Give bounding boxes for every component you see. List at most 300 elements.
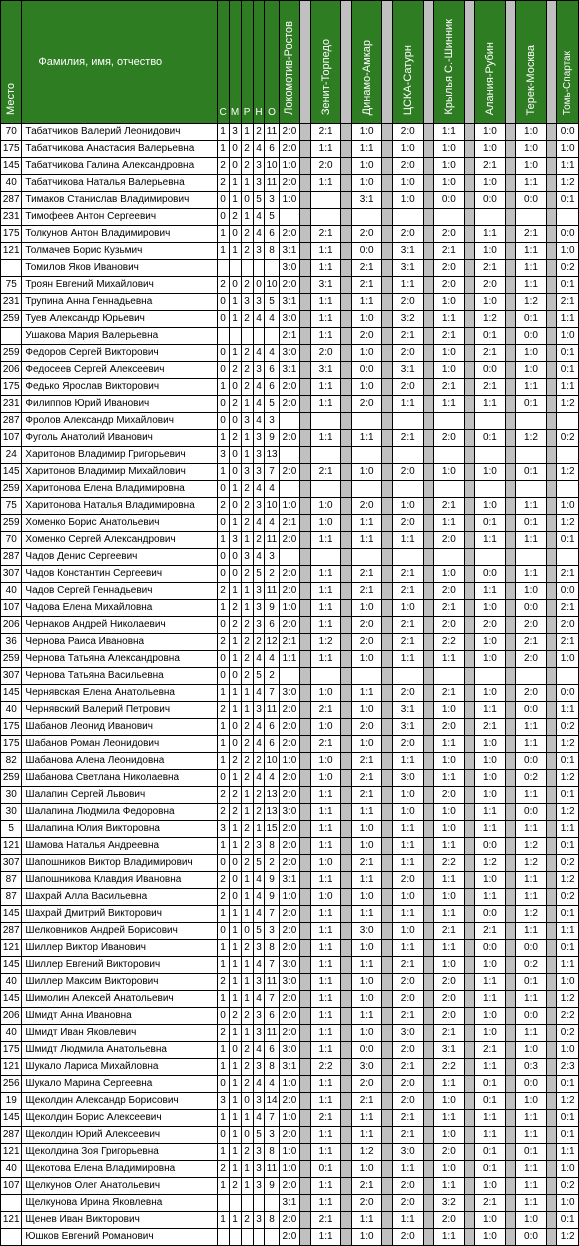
- score-cell: 2:0: [434, 991, 465, 1008]
- score-cell: 1:1: [475, 396, 506, 413]
- name-cell: Шукало Марина Сергеевна: [22, 1076, 217, 1093]
- stat-cell: 3: [253, 838, 265, 855]
- place-cell: 287: [1, 549, 22, 566]
- score-cell: [392, 413, 423, 430]
- name-cell: Трупина Анна Геннадьевна: [22, 294, 217, 311]
- gap-cell: [464, 311, 475, 328]
- score-cell: 0:1: [557, 940, 579, 957]
- gap-cell: [341, 583, 352, 600]
- gap-cell: [464, 991, 475, 1008]
- table-row: [1, 532, 579, 549]
- gap-cell: [464, 362, 475, 379]
- gap-cell: [546, 243, 557, 260]
- stat-cell: 4: [253, 872, 265, 889]
- score-cell: 2:1: [516, 634, 547, 651]
- gap-cell: [382, 770, 393, 787]
- gap-cell: [464, 532, 475, 549]
- score-cell: 1:1: [351, 872, 382, 889]
- name-cell: Шиллер Евгений Викторович: [22, 957, 217, 974]
- score-cell: 0:1: [516, 1144, 547, 1161]
- stat-cell: 0: [217, 1076, 229, 1093]
- score-cell: 1:0: [434, 1127, 465, 1144]
- gap-cell: [464, 685, 475, 702]
- place-cell: 259: [1, 770, 22, 787]
- score-cell: 2:1: [351, 566, 382, 583]
- stat-cell: 1: [229, 175, 241, 192]
- gap-cell: [423, 855, 434, 872]
- stat-cell: 1: [217, 430, 229, 447]
- stat-cell: 0: [217, 770, 229, 787]
- stat-cell: 3: [253, 974, 265, 991]
- stat-cell: 1: [217, 226, 229, 243]
- gap-cell: [423, 600, 434, 617]
- gap-cell: [546, 872, 557, 889]
- score-cell: 1:1: [310, 991, 341, 1008]
- score-cell: 1:1: [310, 294, 341, 311]
- gap-cell: [300, 600, 311, 617]
- stat-cell: 1: [217, 685, 229, 702]
- stat-cell: 4: [265, 651, 279, 668]
- score-cell: 2:0: [279, 430, 300, 447]
- score-cell: 2:1: [392, 566, 423, 583]
- score-cell: [516, 668, 547, 685]
- score-cell: 1:0: [434, 753, 465, 770]
- score-cell: 1:0: [475, 957, 506, 974]
- gap-cell: [505, 328, 516, 345]
- score-cell: [475, 413, 506, 430]
- score-cell: 1:1: [557, 957, 579, 974]
- score-cell: 1:1: [351, 515, 382, 532]
- score-cell: 1:0: [351, 1161, 382, 1178]
- gap-cell: [423, 379, 434, 396]
- stat-cell: 2: [241, 243, 253, 260]
- gap-cell: [423, 923, 434, 940]
- score-cell: 2:0: [392, 1042, 423, 1059]
- score-cell: 0:2: [557, 1178, 579, 1195]
- gap-cell: [505, 668, 516, 685]
- stat-cell: 4: [253, 685, 265, 702]
- stat-cell: 10: [265, 158, 279, 175]
- stat-cell: 0: [217, 294, 229, 311]
- score-cell: 2:0: [279, 736, 300, 753]
- score-cell: [279, 549, 300, 566]
- score-cell: [310, 209, 341, 226]
- place-cell: 24: [1, 447, 22, 464]
- header-gap: [546, 1, 557, 124]
- gap-cell: [423, 209, 434, 226]
- place-cell: 121: [1, 243, 22, 260]
- table-row: [1, 345, 579, 362]
- gap-cell: [505, 464, 516, 481]
- score-cell: 2:0: [392, 158, 423, 175]
- place-cell: 40: [1, 974, 22, 991]
- score-cell: 1:0: [475, 753, 506, 770]
- gap-cell: [341, 447, 352, 464]
- gap-cell: [423, 991, 434, 1008]
- stat-cell: 4: [253, 549, 265, 566]
- stat-cell: 2: [229, 617, 241, 634]
- gap-cell: [546, 1144, 557, 1161]
- stat-cell: 5: [253, 566, 265, 583]
- place-cell: 40: [1, 1025, 22, 1042]
- stat-cell: 5: [253, 923, 265, 940]
- score-cell: [351, 668, 382, 685]
- gap-cell: [505, 634, 516, 651]
- score-cell: 1:1: [434, 906, 465, 923]
- table-row: [1, 923, 579, 940]
- stat-cell: 0: [217, 617, 229, 634]
- stat-cell: [253, 260, 265, 277]
- score-cell: [351, 413, 382, 430]
- gap-cell: [505, 753, 516, 770]
- gap-cell: [546, 379, 557, 396]
- score-cell: 1:1: [434, 396, 465, 413]
- gap-cell: [546, 1059, 557, 1076]
- stat-cell: [241, 1229, 253, 1246]
- name-cell: Хоменко Борис Анатольевич: [22, 515, 217, 532]
- score-cell: 1:0: [351, 889, 382, 906]
- name-cell: Табатчикова Галина Александровна: [22, 158, 217, 175]
- name-cell: Шахрай Алла Васильевна: [22, 889, 217, 906]
- score-cell: 1:0: [516, 124, 547, 141]
- gap-cell: [341, 362, 352, 379]
- gap-cell: [300, 294, 311, 311]
- stat-cell: 1: [217, 1042, 229, 1059]
- gap-cell: [546, 1161, 557, 1178]
- gap-cell: [464, 906, 475, 923]
- score-cell: 3:0: [392, 1144, 423, 1161]
- score-cell: 2:0: [279, 396, 300, 413]
- table-row: [1, 906, 579, 923]
- score-cell: 0:1: [557, 838, 579, 855]
- gap-cell: [341, 1229, 352, 1246]
- score-cell: 2:1: [351, 787, 382, 804]
- name-cell: Чадов Денис Сергеевич: [22, 549, 217, 566]
- gap-cell: [300, 634, 311, 651]
- score-cell: 1:0: [392, 923, 423, 940]
- score-cell: [516, 209, 547, 226]
- stat-cell: 3: [241, 413, 253, 430]
- stat-cell: [253, 328, 265, 345]
- gap-cell: [423, 804, 434, 821]
- score-cell: 2:0: [279, 277, 300, 294]
- stat-cell: 0: [229, 498, 241, 515]
- stat-cell: [217, 1229, 229, 1246]
- stat-cell: 1: [229, 1161, 241, 1178]
- score-cell: 3:1: [279, 294, 300, 311]
- stat-cell: 15: [265, 821, 279, 838]
- score-cell: 0:0: [516, 1008, 547, 1025]
- gap-cell: [464, 243, 475, 260]
- header-match-7: Терек-Москва: [516, 1, 547, 124]
- score-cell: 1:2: [516, 430, 547, 447]
- table-row: [1, 158, 579, 175]
- score-cell: 1:1: [310, 821, 341, 838]
- score-cell: [310, 447, 341, 464]
- score-cell: 1:1: [434, 1076, 465, 1093]
- gap-cell: [546, 600, 557, 617]
- score-cell: [279, 668, 300, 685]
- gap-cell: [423, 226, 434, 243]
- place-cell: 145: [1, 991, 22, 1008]
- table-row: [1, 1212, 579, 1229]
- gap-cell: [464, 702, 475, 719]
- score-cell: [434, 668, 465, 685]
- gap-cell: [505, 447, 516, 464]
- gap-cell: [382, 1110, 393, 1127]
- score-cell: 1:0: [434, 362, 465, 379]
- stat-cell: 1: [241, 872, 253, 889]
- stat-cell: 0: [217, 668, 229, 685]
- table-row: [1, 1093, 579, 1110]
- stat-cell: 0: [217, 1008, 229, 1025]
- score-cell: 1:0: [279, 192, 300, 209]
- stat-cell: 8: [265, 243, 279, 260]
- place-cell: 256: [1, 1076, 22, 1093]
- gap-cell: [464, 600, 475, 617]
- score-cell: 2:1: [557, 634, 579, 651]
- score-cell: 1:1: [475, 1127, 506, 1144]
- gap-cell: [300, 498, 311, 515]
- score-cell: 2:1: [557, 566, 579, 583]
- stat-cell: 1: [217, 957, 229, 974]
- stat-cell: 6: [265, 379, 279, 396]
- gap-cell: [464, 413, 475, 430]
- gap-cell: [505, 481, 516, 498]
- gap-cell: [423, 243, 434, 260]
- place-cell: 307: [1, 566, 22, 583]
- gap-cell: [464, 158, 475, 175]
- score-cell: 2:1: [279, 328, 300, 345]
- stat-cell: 1: [217, 753, 229, 770]
- gap-cell: [546, 447, 557, 464]
- stat-cell: [265, 1229, 279, 1246]
- gap-cell: [546, 532, 557, 549]
- header-stat-o: О: [265, 1, 279, 124]
- score-cell: 1:1: [310, 1195, 341, 1212]
- gap-cell: [382, 464, 393, 481]
- score-cell: [279, 481, 300, 498]
- gap-cell: [382, 1161, 393, 1178]
- gap-cell: [546, 260, 557, 277]
- gap-cell: [423, 447, 434, 464]
- gap-cell: [464, 974, 475, 991]
- stat-cell: 2: [229, 787, 241, 804]
- table-row: [1, 226, 579, 243]
- stat-cell: 2: [217, 1161, 229, 1178]
- stat-cell: 2: [229, 1008, 241, 1025]
- score-cell: 3:1: [279, 872, 300, 889]
- score-cell: 1:1: [516, 1110, 547, 1127]
- stat-cell: 0: [217, 345, 229, 362]
- table-row: [1, 872, 579, 889]
- gap-cell: [341, 753, 352, 770]
- gap-cell: [382, 617, 393, 634]
- gap-cell: [546, 1229, 557, 1246]
- gap-cell: [505, 1144, 516, 1161]
- stat-cell: [229, 1229, 241, 1246]
- gap-cell: [382, 345, 393, 362]
- score-cell: 1:0: [434, 1093, 465, 1110]
- gap-cell: [341, 906, 352, 923]
- score-cell: 2:1: [557, 294, 579, 311]
- gap-cell: [505, 804, 516, 821]
- stat-cell: 4: [253, 1110, 265, 1127]
- table-row: [1, 464, 579, 481]
- gap-cell: [423, 464, 434, 481]
- place-cell: 30: [1, 804, 22, 821]
- stat-cell: 5: [265, 396, 279, 413]
- score-cell: 1:1: [310, 243, 341, 260]
- stat-cell: 3: [253, 362, 265, 379]
- gap-cell: [505, 226, 516, 243]
- name-cell: Чернова Татьяна Васильевна: [22, 668, 217, 685]
- stat-cell: 1: [253, 821, 265, 838]
- gap-cell: [300, 532, 311, 549]
- gap-cell: [300, 311, 311, 328]
- score-cell: 1:0: [475, 141, 506, 158]
- gap-cell: [505, 243, 516, 260]
- stat-cell: 2: [229, 430, 241, 447]
- gap-cell: [300, 430, 311, 447]
- name-cell: Чадова Елена Михайловна: [22, 600, 217, 617]
- gap-cell: [341, 1178, 352, 1195]
- score-cell: 1:2: [310, 634, 341, 651]
- stat-cell: 3: [217, 447, 229, 464]
- score-cell: 2:0: [392, 124, 423, 141]
- gap-cell: [341, 396, 352, 413]
- gap-cell: [505, 379, 516, 396]
- score-cell: 3:1: [279, 243, 300, 260]
- score-cell: 1:0: [392, 192, 423, 209]
- stat-cell: 1: [241, 957, 253, 974]
- gap-cell: [382, 804, 393, 821]
- stat-cell: 2: [241, 498, 253, 515]
- header-place: Место: [1, 1, 22, 124]
- score-cell: [516, 549, 547, 566]
- score-cell: 1:1: [434, 872, 465, 889]
- score-cell: 1:0: [351, 345, 382, 362]
- stat-cell: 3: [253, 940, 265, 957]
- score-cell: 0:2: [557, 1025, 579, 1042]
- score-cell: 1:0: [516, 1093, 547, 1110]
- gap-cell: [300, 923, 311, 940]
- table-row: [1, 481, 579, 498]
- header-stat-n: Н: [253, 1, 265, 124]
- stat-cell: 3: [253, 498, 265, 515]
- gap-cell: [546, 1093, 557, 1110]
- stat-cell: 2: [217, 872, 229, 889]
- score-cell: 1:1: [392, 651, 423, 668]
- gap-cell: [546, 1042, 557, 1059]
- name-cell: Фролов Александр Михайлович: [22, 413, 217, 430]
- gap-cell: [546, 175, 557, 192]
- stat-cell: 7: [265, 957, 279, 974]
- score-cell: 1:0: [475, 498, 506, 515]
- gap-cell: [423, 481, 434, 498]
- score-cell: 2:1: [351, 855, 382, 872]
- gap-cell: [300, 804, 311, 821]
- score-cell: 1:0: [351, 702, 382, 719]
- score-cell: 1:0: [392, 804, 423, 821]
- gap-cell: [382, 940, 393, 957]
- stat-cell: 2: [241, 1144, 253, 1161]
- score-cell: 1:0: [434, 804, 465, 821]
- score-cell: 1:1: [310, 787, 341, 804]
- place-cell: 145: [1, 685, 22, 702]
- gap-cell: [300, 549, 311, 566]
- score-cell: 1:1: [516, 566, 547, 583]
- stat-cell: 7: [265, 991, 279, 1008]
- score-cell: 1:0: [557, 141, 579, 158]
- score-cell: 1:1: [516, 872, 547, 889]
- gap-cell: [546, 277, 557, 294]
- score-cell: [351, 481, 382, 498]
- score-cell: 2:1: [475, 1042, 506, 1059]
- stat-cell: 0: [229, 379, 241, 396]
- score-cell: 0:0: [475, 940, 506, 957]
- score-cell: 2:0: [516, 685, 547, 702]
- gap-cell: [505, 566, 516, 583]
- gap-cell: [546, 481, 557, 498]
- stat-cell: 5: [253, 668, 265, 685]
- score-cell: 2:1: [310, 702, 341, 719]
- score-cell: 1:0: [279, 753, 300, 770]
- gap-cell: [423, 498, 434, 515]
- stat-cell: 1: [217, 124, 229, 141]
- score-cell: [557, 413, 579, 430]
- gap-cell: [382, 1178, 393, 1195]
- stat-cell: [229, 328, 241, 345]
- gap-cell: [300, 838, 311, 855]
- score-cell: 1:0: [392, 498, 423, 515]
- score-cell: 1:0: [475, 685, 506, 702]
- score-cell: 1:0: [392, 787, 423, 804]
- score-cell: 2:1: [434, 243, 465, 260]
- gap-cell: [382, 413, 393, 430]
- gap-cell: [300, 1161, 311, 1178]
- name-cell: Юшков Евгений Романович: [22, 1229, 217, 1246]
- gap-cell: [423, 1178, 434, 1195]
- score-cell: 1:0: [516, 583, 547, 600]
- gap-cell: [300, 515, 311, 532]
- stat-cell: 11: [265, 1025, 279, 1042]
- gap-cell: [464, 277, 475, 294]
- score-cell: [516, 481, 547, 498]
- gap-cell: [341, 1059, 352, 1076]
- score-cell: 2:1: [475, 923, 506, 940]
- score-cell: 3:1: [310, 277, 341, 294]
- gap-cell: [423, 1212, 434, 1229]
- gap-cell: [300, 447, 311, 464]
- stat-cell: 1: [241, 532, 253, 549]
- stat-cell: 1: [229, 192, 241, 209]
- score-cell: 1:0: [475, 1008, 506, 1025]
- name-cell: Шапошникова Клавдия Ивановна: [22, 872, 217, 889]
- score-cell: 1:0: [475, 294, 506, 311]
- score-cell: [475, 481, 506, 498]
- gap-cell: [505, 770, 516, 787]
- name-cell: Ушакова Мария Валерьевна: [22, 328, 217, 345]
- stat-cell: 2: [253, 787, 265, 804]
- gap-cell: [505, 787, 516, 804]
- gap-cell: [341, 991, 352, 1008]
- gap-cell: [423, 430, 434, 447]
- gap-cell: [505, 855, 516, 872]
- stat-cell: 0: [229, 226, 241, 243]
- stat-cell: [265, 260, 279, 277]
- score-cell: 1:1: [392, 940, 423, 957]
